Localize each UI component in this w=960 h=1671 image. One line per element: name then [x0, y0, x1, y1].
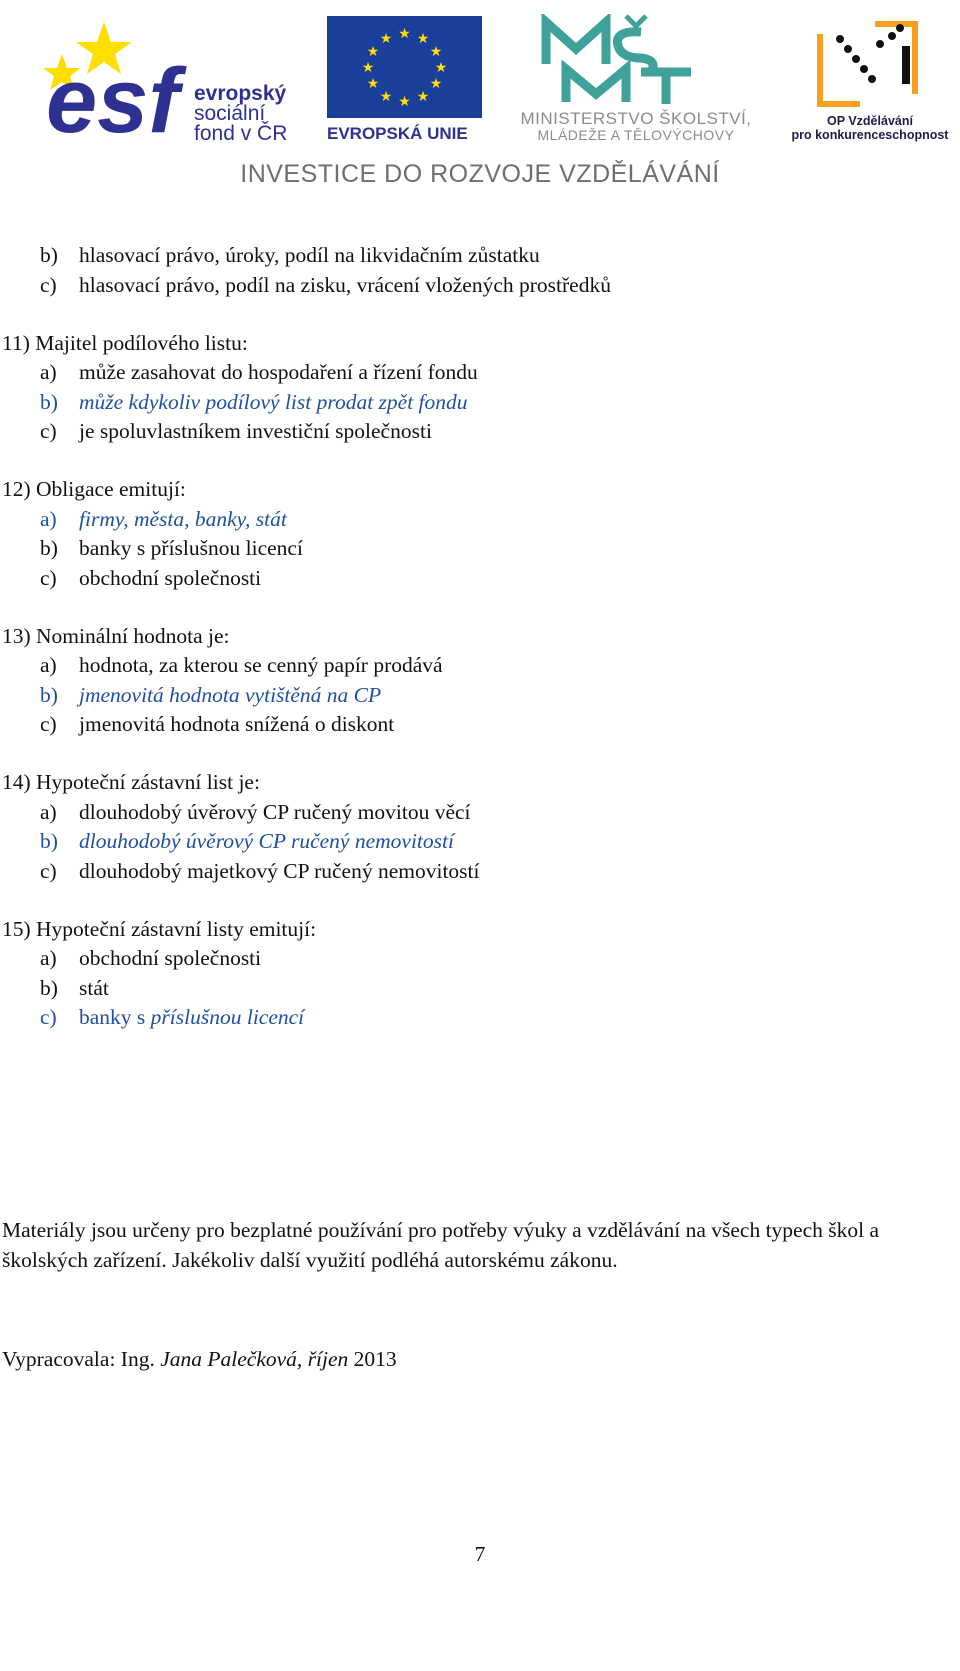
esf-mark-icon: [44, 14, 194, 139]
eu-label: EVROPSKÁ UNIE: [327, 124, 468, 143]
answer-option: a) může zasahovat do hospodaření a řízení fondu: [40, 360, 478, 384]
question-title: 15) Hypoteční zástavní listy emitují:: [2, 916, 317, 941]
answer-option-correct: c) banky s příslušnou licencí: [40, 1005, 305, 1029]
answer-option-correct: b) dlouhodobý úvěrový CP ručený nemovitostí: [40, 829, 454, 853]
svg-text:★: ★: [379, 31, 393, 47]
eu-flag-icon: [327, 16, 482, 118]
question-title: 14) Hypoteční zástavní list je:: [2, 770, 260, 794]
answer-option: a) obchodní společnosti: [40, 946, 262, 970]
question-title: 11) Majitel podílového listu:: [2, 330, 248, 355]
question-title: 12) Obligace emitují:: [2, 477, 186, 501]
svg-text:★: ★: [366, 44, 380, 60]
svg-text:esf: esf: [46, 50, 179, 139]
program-title: INVESTICE DO ROZVOJE VZDĚLÁVÁNÍ: [240, 160, 720, 188]
answer-option: b) hlasovací právo, úroky, podíl na likvidačním zůstatku: [40, 243, 540, 267]
answer-option: a) dlouhodobý úvěrový CP ručený movitou věcí: [40, 799, 471, 824]
svg-text:★: ★: [416, 89, 430, 105]
question-14: [0, 768, 960, 886]
esf-wordmark: [194, 84, 287, 144]
answer-option-correct: a) firmy, města, banky, stát: [40, 506, 287, 531]
svg-text:★: ★: [429, 44, 443, 60]
svg-text:★: ★: [416, 31, 430, 47]
esf-logo: [44, 14, 314, 145]
msmt-logo: [496, 14, 766, 149]
eu-logo: [327, 16, 482, 142]
question-15: [0, 915, 960, 1033]
msmt-line-2: MLÁDEŽE A TĚLOVÝCHOVY: [537, 127, 735, 143]
op-mark-icon: [780, 14, 960, 112]
esf-line-1: evropský: [194, 82, 287, 105]
svg-text:★: ★: [398, 26, 411, 42]
answer-option: c) obchodní společnosti: [40, 565, 262, 590]
answer-option: b) stát: [40, 975, 109, 1000]
question-13: [0, 622, 960, 740]
answer-option-correct: b) může kdykoliv podílový list prodat zpět fondu: [40, 389, 468, 414]
answer-option: c) je spoluvlastníkem investiční společnosti: [40, 419, 432, 443]
answer-option: b) banky s příslušnou licencí: [40, 536, 303, 560]
svg-text:★: ★: [398, 94, 411, 110]
header-logos: [0, 0, 960, 200]
question-10-continued: [0, 241, 960, 300]
svg-text:★: ★: [434, 60, 448, 76]
msmt-monogram-icon: [496, 14, 776, 109]
esf-line-2: sociální: [194, 102, 266, 125]
author-line: Vypracovala: Ing. Jana Palečková, říjen 2013: [2, 1347, 397, 1371]
answer-option: a) hodnota, za kterou se cenný papír prodává: [40, 653, 443, 677]
answer-option: c) hlasovací právo, podíl na zisku, vrácení vložených prostředků: [40, 272, 611, 297]
svg-text:★: ★: [379, 89, 393, 105]
question-12: [0, 475, 960, 593]
question-title: 13) Nominální hodnota je:: [2, 623, 230, 648]
svg-text:★: ★: [366, 76, 380, 92]
question-11: [0, 329, 960, 447]
msmt-line-1: MINISTERSTVO ŠKOLSTVÍ,: [520, 109, 752, 128]
answer-option: c) jmenovitá hodnota snížená o diskont: [40, 712, 395, 736]
answer-option-correct: b) jmenovitá hodnota vytištěná na CP: [40, 682, 382, 707]
esf-line-3: fond v ČR: [194, 122, 288, 145]
page-number: 7: [474, 1542, 486, 1566]
usage-note: Materiály jsou určeny pro bezplatné používání pro potřeby výuky a vzdělávání na všech typech škol a školských zařízení. Jakékoliv další využití podléhá autorskému zákonu.: [2, 1218, 880, 1272]
op-line-2: pro konkurenceschopnost: [791, 128, 949, 142]
svg-text:★: ★: [361, 60, 375, 76]
op-line-1: OP Vzdělávání: [827, 114, 913, 128]
op-logo: [780, 14, 960, 149]
quiz-content: [0, 241, 960, 1033]
msmt-wordmark: [496, 110, 776, 144]
answer-option: c) dlouhodobý majetkový CP ručený nemovitostí: [40, 858, 480, 883]
op-wordmark: [780, 114, 960, 142]
svg-text:★: ★: [429, 76, 443, 92]
